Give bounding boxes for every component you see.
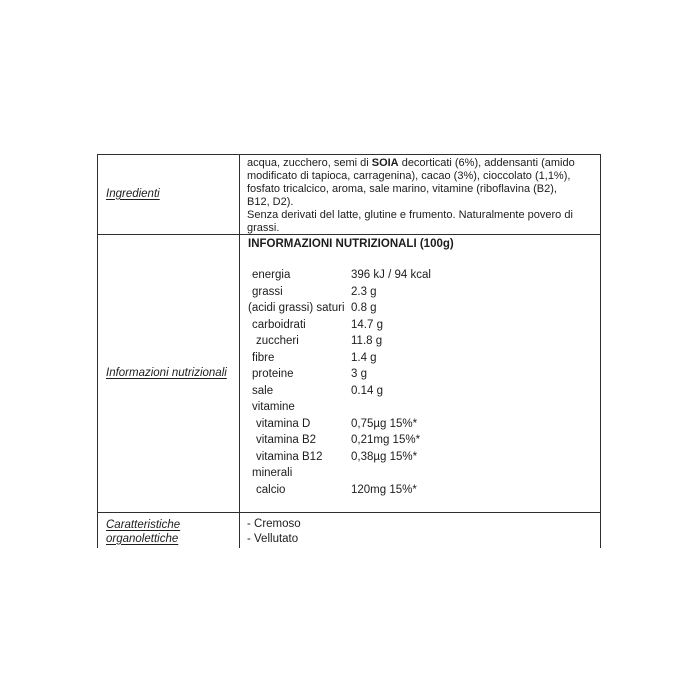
- nutrient-name: vitamina B12: [256, 450, 323, 463]
- ingredient-text: grassi.: [247, 222, 280, 234]
- nutrient-value: 0,38µg 15%*: [351, 450, 418, 463]
- ingredients-line: [247, 209, 596, 222]
- nutrient-value: 11.8 g: [351, 335, 383, 347]
- ingredients-label-cell: [98, 155, 240, 234]
- ingredients-line: [247, 183, 596, 196]
- characteristics-row-label: Caratteristiche: [106, 519, 181, 531]
- nutrition-item-row: [247, 317, 596, 334]
- ingredients-line: [247, 196, 596, 209]
- ingredient-text: decorticati (6%), addensanti (amido: [398, 157, 575, 169]
- nutrition-row: [98, 235, 600, 513]
- nutrition-item-row: [247, 300, 596, 317]
- nutrient-name: vitamina B2: [256, 434, 317, 446]
- ingredients-row: [98, 155, 600, 235]
- nutrient-name: sale: [252, 384, 274, 397]
- nutrient-value: 0,75µg 15%*: [351, 417, 418, 430]
- product-info-table: [97, 154, 601, 548]
- nutrient-name: vitamina D: [256, 417, 311, 430]
- nutrient-name: minerali: [252, 467, 293, 479]
- nutrient-value: 120mg 15%*: [351, 483, 417, 496]
- nutrition-item-row: [247, 267, 596, 284]
- nutrient-name: carboidrati: [252, 318, 306, 331]
- nutrient-name: vitamine: [252, 401, 295, 413]
- nutrition-item-row: [247, 366, 596, 383]
- ingredients-line: [247, 170, 596, 183]
- nutrition-item-row: [247, 383, 596, 400]
- nutrient-name: proteine: [252, 368, 294, 380]
- characteristics-label-cell: [98, 513, 240, 548]
- ingredient-text: fosfato tricalcico, aroma, sale marino, vitamine (riboflavina (B2),: [247, 183, 557, 195]
- nutrient-value: 0,21mg 15%*: [351, 434, 421, 446]
- nutrition-item-row: [247, 333, 596, 350]
- nutrient-value: 1.4 g: [351, 351, 377, 364]
- nutrition-item-row: [247, 465, 596, 482]
- nutrient-value: 396 kJ / 94 kcal: [351, 269, 431, 281]
- nutrition-item-row: [247, 432, 596, 449]
- characteristic-item: - Vellutato: [247, 532, 299, 545]
- characteristics-row: [98, 513, 600, 548]
- nutrition-item-row: [247, 284, 596, 301]
- nutrition-label-cell: [98, 235, 240, 512]
- nutrition-item-row: [247, 416, 596, 433]
- nutrition-title: INFORMAZIONI NUTRIZIONALI (100g): [248, 238, 454, 250]
- ingredients-text: [240, 155, 600, 234]
- nutrition-item-row: [247, 449, 596, 466]
- ingredient-text: modificato di tapioca, carragenina), cacao (3%), cioccolato (1,1%),: [247, 170, 571, 182]
- nutrition-item-row: [247, 399, 596, 416]
- nutrient-name: grassi: [252, 285, 283, 298]
- nutrient-value: 14.7 g: [351, 318, 383, 331]
- ingredient-text: acqua, zucchero, semi di: [247, 157, 372, 169]
- nutrient-name: fibre: [252, 351, 275, 364]
- nutrient-value: 2.3 g: [351, 285, 377, 298]
- nutrition-items-list: [247, 267, 596, 498]
- characteristic-item: - Cremoso: [247, 518, 301, 530]
- nutrient-value: 0.8 g: [351, 302, 377, 314]
- nutrition-item-row: [247, 482, 596, 499]
- ingredient-text: Senza derivati del latte, glutine e frumento. Naturalmente povero di: [247, 209, 573, 221]
- nutrition-item-row: [247, 350, 596, 367]
- ingredient-text: B12, D2).: [247, 196, 294, 208]
- characteristics-items: [240, 513, 600, 548]
- nutrient-name: calcio: [256, 483, 286, 496]
- characteristics-row-label: organolettiche: [106, 532, 179, 545]
- ingredients-line: [247, 157, 596, 170]
- nutrient-value: 0.14 g: [351, 384, 383, 397]
- ingredient-allergen: SOIA: [371, 157, 399, 169]
- ingredients-row-label: Ingredienti: [106, 187, 160, 200]
- nutrient-name: energia: [252, 269, 291, 281]
- nutrient-name: (acidi grassi) saturi: [248, 302, 345, 314]
- ingredients-line: [247, 222, 596, 234]
- nutrient-value: 3 g: [351, 368, 367, 380]
- nutrition-facts-cell: [240, 235, 600, 512]
- nutrition-row-label: Informazioni nutrizionali: [106, 366, 227, 379]
- nutrient-name: zuccheri: [256, 335, 299, 347]
